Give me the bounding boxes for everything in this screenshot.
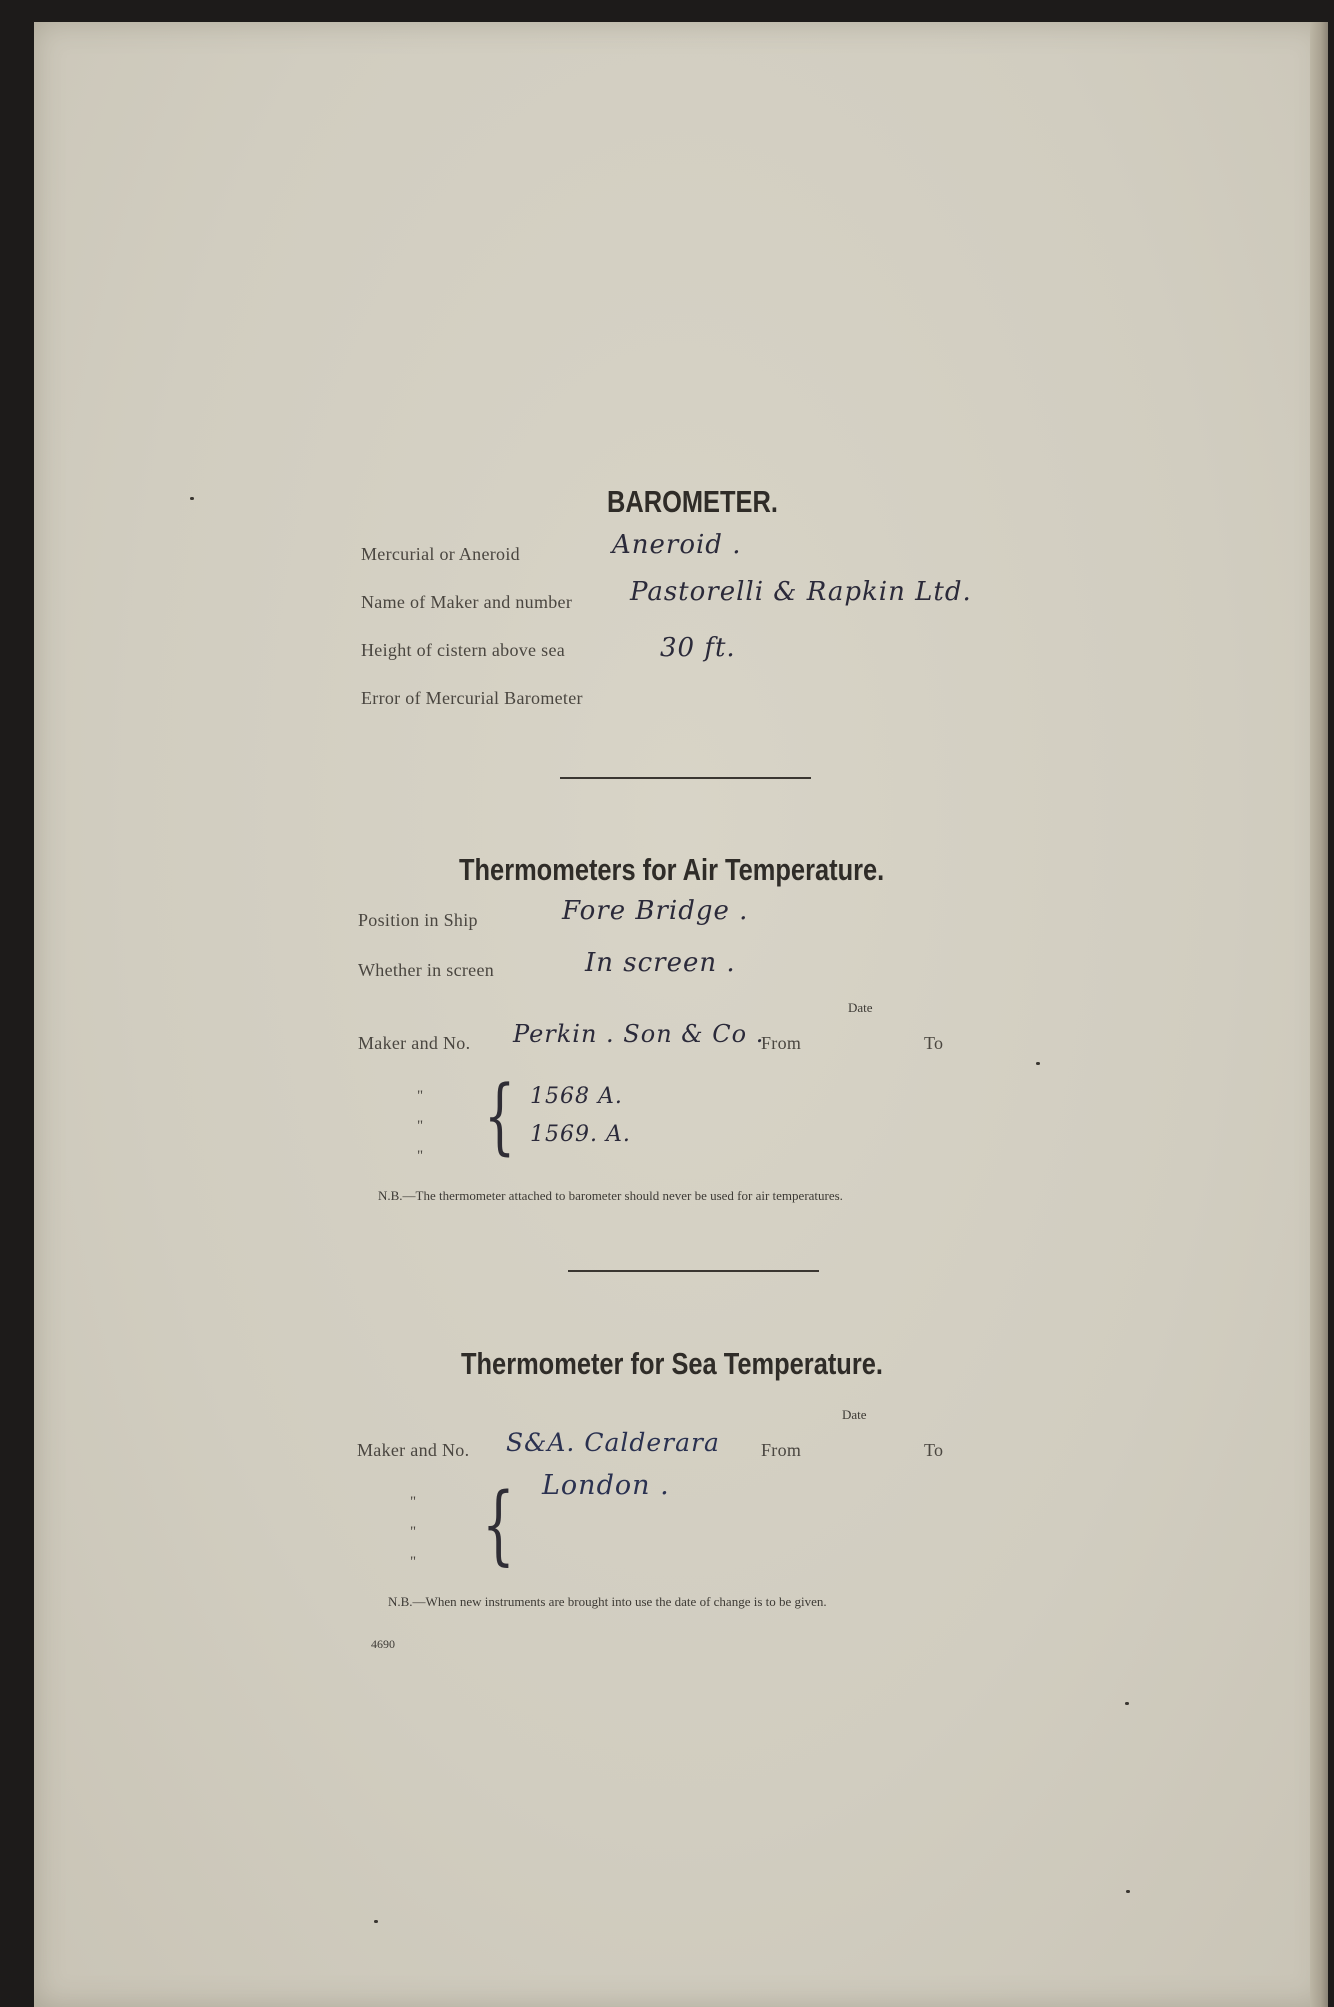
paper-speck	[374, 1920, 378, 1923]
position-value: Fore Bridge .	[562, 896, 749, 926]
paper-speck	[190, 497, 194, 500]
bracket: {	[484, 1069, 516, 1164]
document-page	[34, 22, 1326, 2007]
form-number: 4690	[371, 1637, 395, 1651]
mercurial-value: Aneroid .	[612, 530, 742, 560]
air-note: N.B.—The thermometer attached to barometer should never be used for air temperatures.	[378, 1188, 843, 1203]
sea-to-label: To	[924, 1440, 944, 1460]
air-to-label: To	[924, 1033, 944, 1053]
sea-entry: London .	[542, 1470, 670, 1501]
ditto-mark: "	[417, 1118, 424, 1134]
cistern-height-label: Height of cistern above sea	[361, 640, 566, 660]
paper-speck	[1125, 1702, 1129, 1705]
ditto-mark: "	[417, 1148, 424, 1164]
mercurial-label: Mercurial or Aneroid	[361, 544, 520, 564]
maker-label: Name of Maker and number	[361, 592, 573, 612]
air-thermometers-title: Thermometers for Air Temperature.	[459, 852, 885, 887]
ditto-mark: "	[410, 1554, 417, 1570]
section-divider	[560, 777, 811, 779]
air-entry: 1568 A.	[530, 1084, 623, 1109]
ditto-mark: "	[417, 1088, 424, 1104]
sea-maker-value: S&A. Calderara	[506, 1428, 720, 1457]
air-entry: 1569. A.	[530, 1122, 631, 1147]
air-maker-label: Maker and No.	[358, 1033, 471, 1053]
cistern-height-value: 30 ft.	[660, 633, 736, 663]
sea-note: N.B.—When new instruments are brought into use the date of change is to be given.	[388, 1594, 827, 1609]
air-maker-value: Perkin . Son & Co .	[513, 1020, 765, 1048]
position-label: Position in Ship	[358, 910, 478, 930]
bracket: {	[482, 1475, 515, 1575]
error-label: Error of Mercurial Barometer	[361, 688, 583, 708]
sea-thermometer-title: Thermometer for Sea Temperature.	[461, 1346, 883, 1381]
air-date-label: Date	[848, 1000, 873, 1015]
air-from-label: From	[761, 1033, 802, 1053]
maker-value: Pastorelli & Rapkin Ltd.	[630, 577, 972, 607]
paper-speck	[1036, 1062, 1040, 1065]
ditto-mark: "	[410, 1494, 417, 1510]
section-divider	[568, 1270, 819, 1272]
ditto-mark: "	[410, 1524, 417, 1540]
screen-label: Whether in screen	[358, 960, 495, 980]
binding-edge	[1310, 22, 1328, 2007]
screen-value: In screen .	[585, 948, 736, 978]
sea-maker-label: Maker and No.	[357, 1440, 470, 1460]
paper-speck	[1126, 1890, 1130, 1893]
sea-date-label: Date	[842, 1407, 867, 1422]
barometer-title: BAROMETER.	[607, 484, 778, 519]
sea-from-label: From	[761, 1440, 802, 1460]
